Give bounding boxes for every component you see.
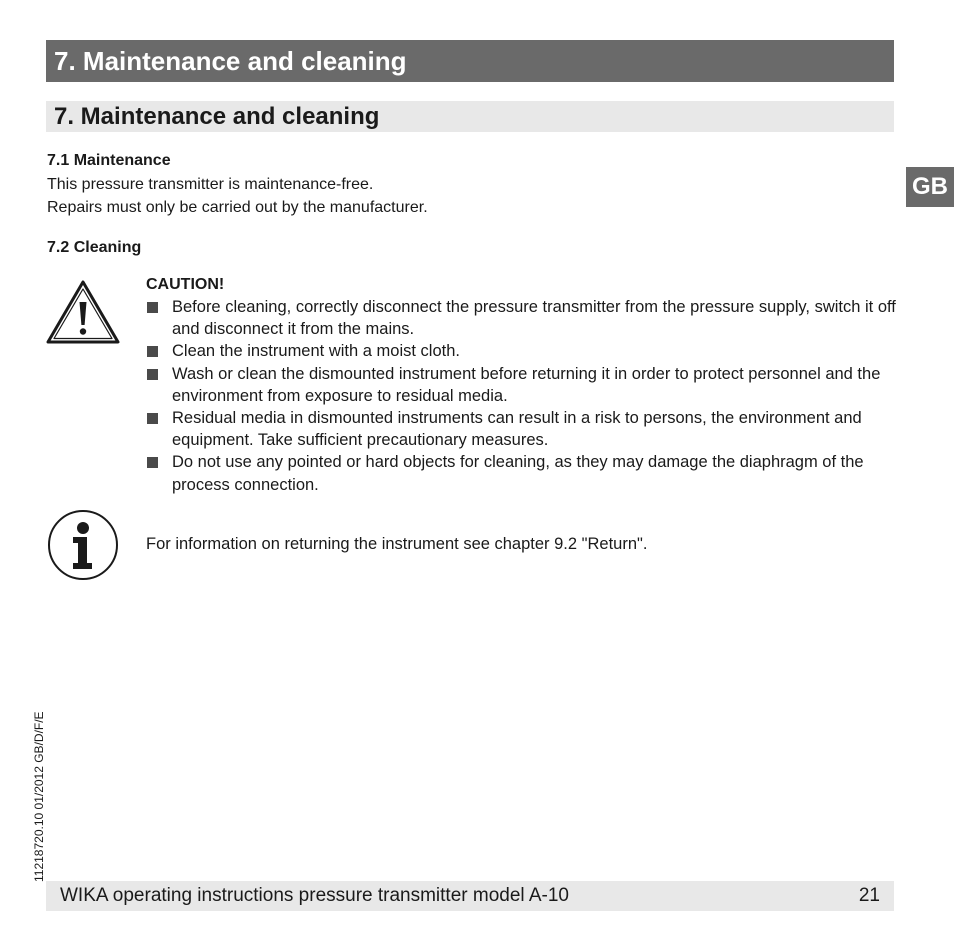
footer-title: WIKA operating instructions pressure transmitter model A-10 bbox=[60, 885, 570, 906]
list-item: Wash or clean the dismounted instrument before returning it in order to protect personnel and the environment from exposure to residual media. bbox=[146, 363, 898, 407]
document-code: 11218720.10 01/2012 GB/D/F/E bbox=[32, 711, 46, 882]
maintenance-line: This pressure transmitter is maintenance-free. bbox=[47, 176, 374, 193]
info-icon bbox=[47, 509, 119, 581]
list-item: Residual media in dismounted instruments can result in a risk to persons, the environment and equipment. Take sufficient precautionary measures. bbox=[146, 407, 898, 451]
list-item: Before cleaning, correctly disconnect the pressure transmitter from the pressure supply, switch it off and disconnect it from the mains. bbox=[146, 296, 898, 340]
caution-label: CAUTION! bbox=[146, 276, 225, 293]
page-number: 21 bbox=[858, 885, 880, 906]
cleaning-bullet-list bbox=[146, 296, 898, 496]
maintenance-line: Repairs must only be carried out by the manufacturer. bbox=[47, 199, 428, 216]
footer bbox=[46, 881, 894, 911]
maintenance-text bbox=[47, 173, 428, 219]
chapter-title: 7. Maintenance and cleaning bbox=[46, 40, 894, 82]
info-text: For information on returning the instrument see chapter 9.2 "Return". bbox=[146, 535, 648, 553]
list-item: Clean the instrument with a moist cloth. bbox=[146, 340, 898, 362]
warning-triangle-icon bbox=[46, 280, 120, 344]
language-tab: GB bbox=[906, 167, 954, 207]
list-item: Do not use any pointed or hard objects for cleaning, as they may damage the diaphragm of the process connection. bbox=[146, 451, 898, 495]
section-title: 7. Maintenance and cleaning bbox=[46, 101, 894, 132]
cleaning-heading: 7.2 Cleaning bbox=[47, 239, 142, 256]
maintenance-heading: 7.1 Maintenance bbox=[47, 152, 171, 169]
